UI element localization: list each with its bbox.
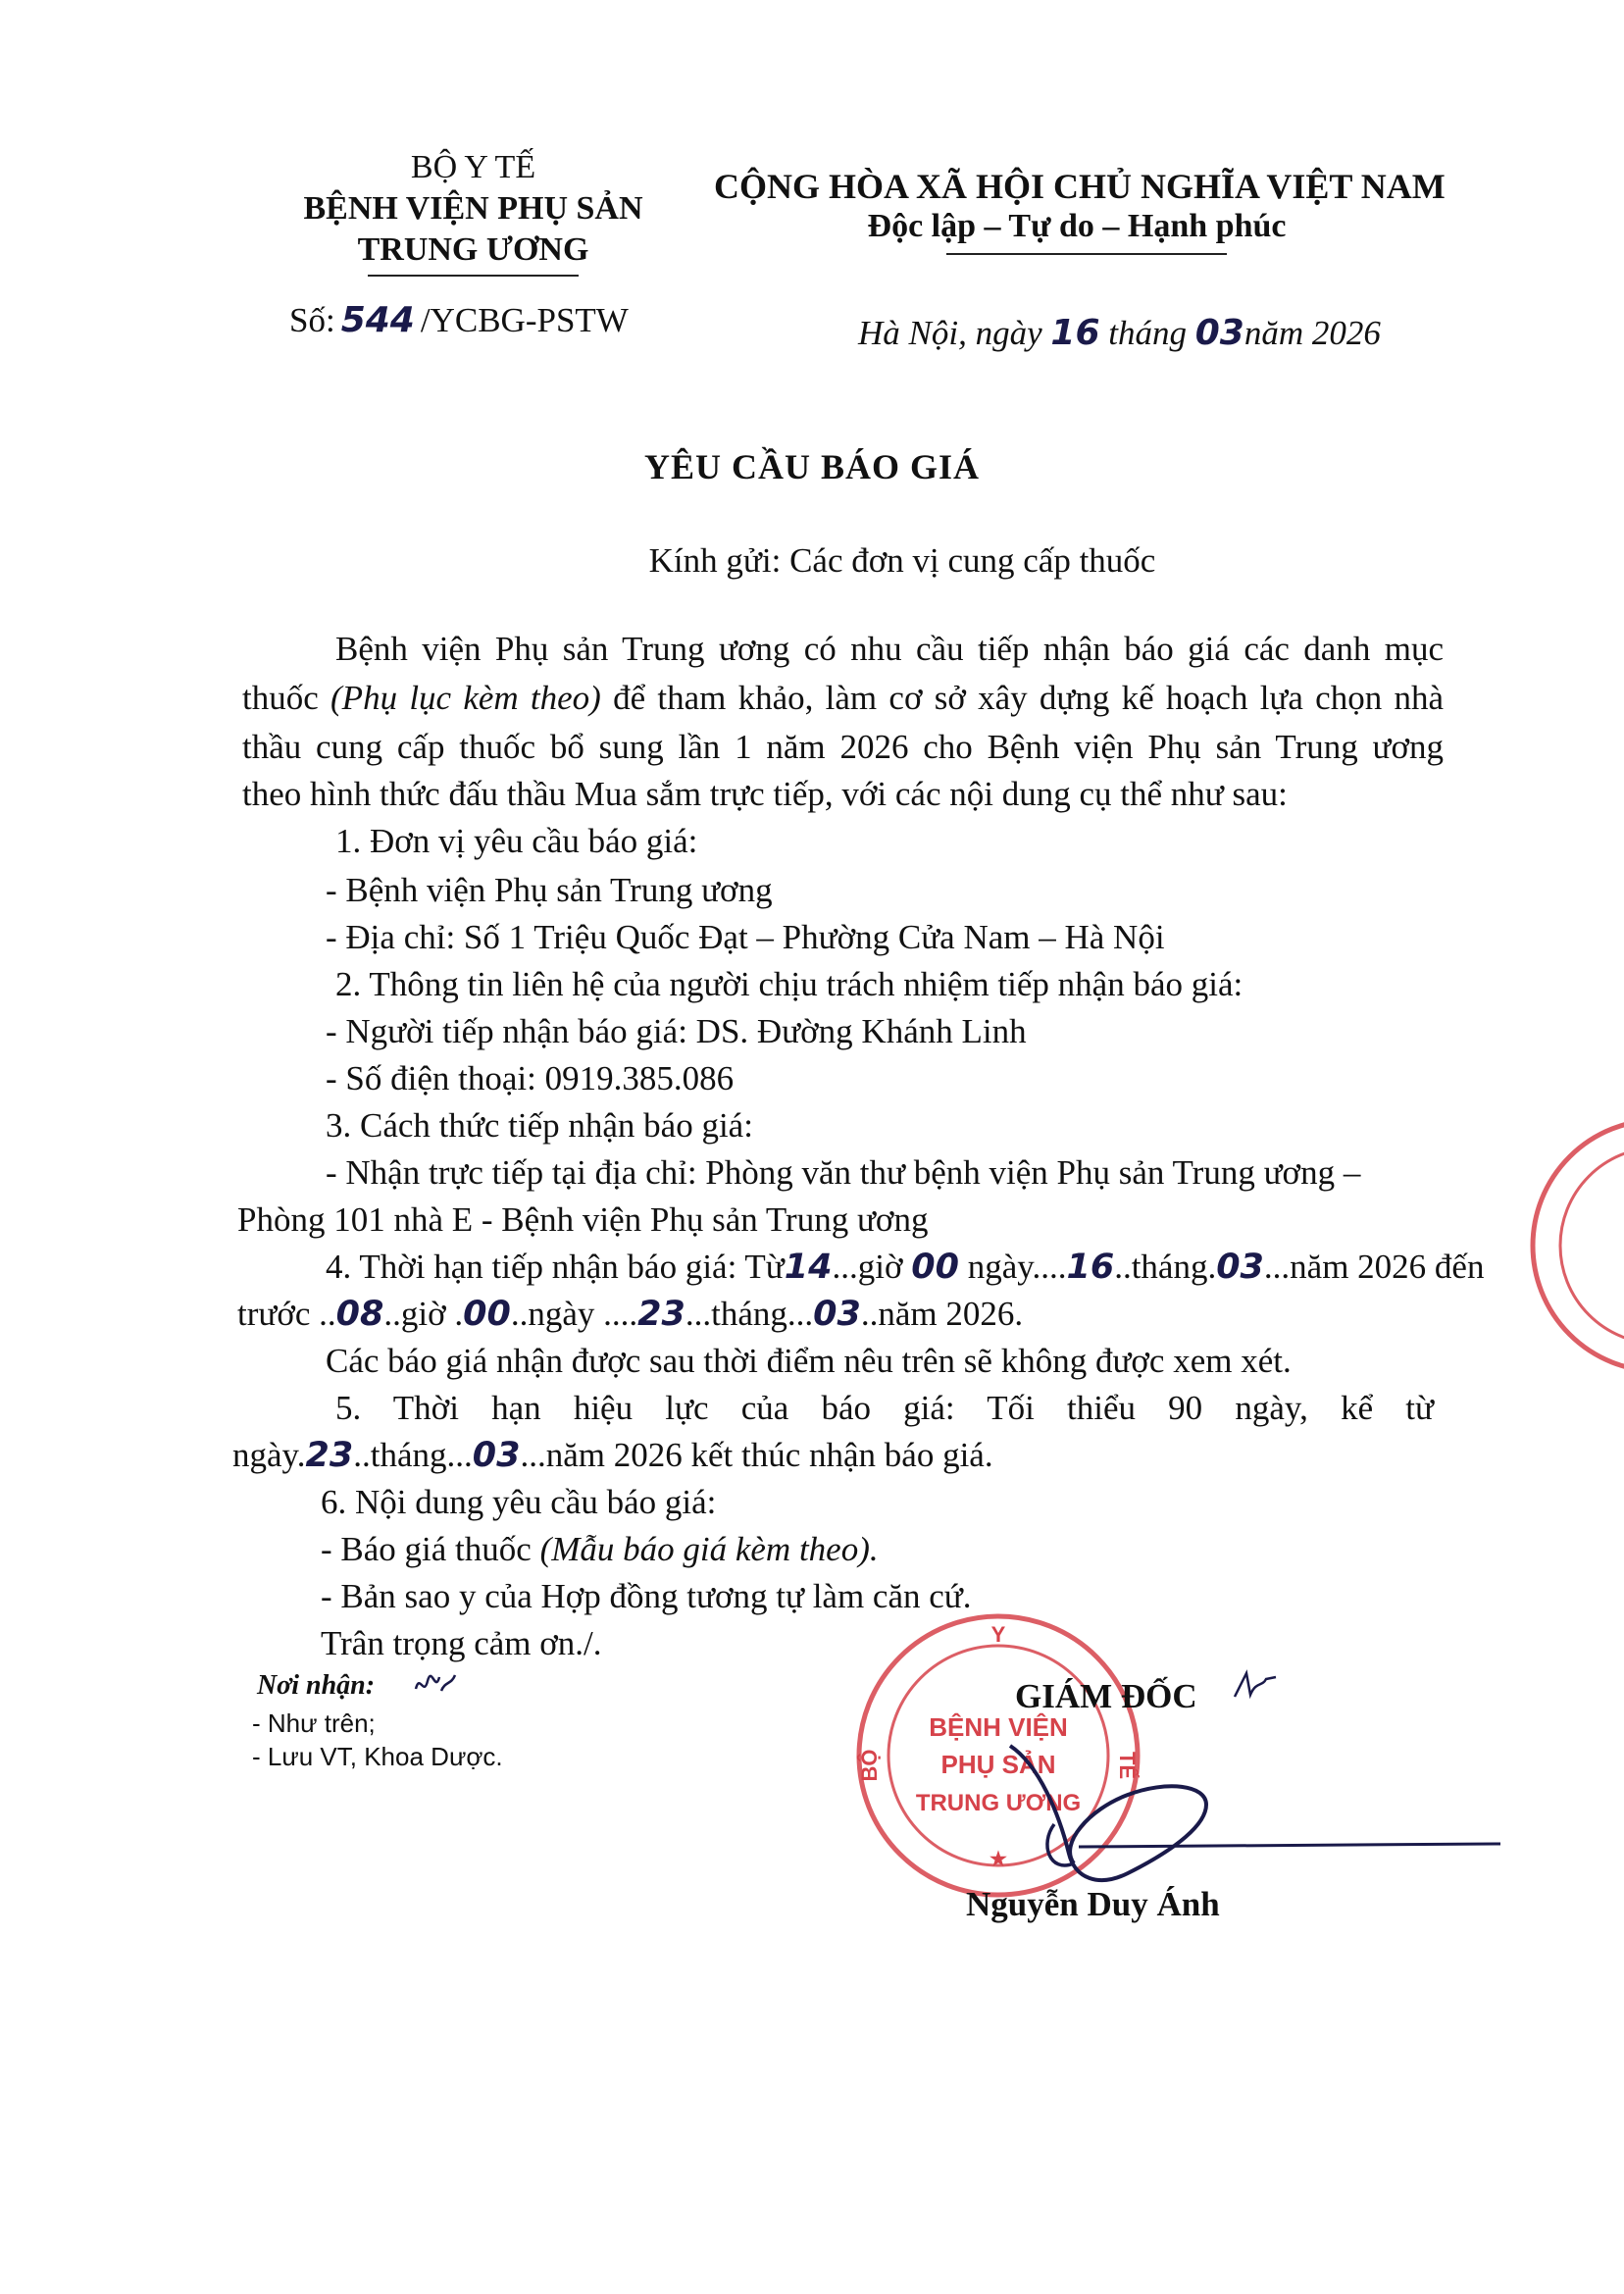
section-4-line-1: 4. Thời hạn tiếp nhận báo giá: Từ14...giờ 00 ngày....16..tháng.03...năm 2026 đến [326, 1248, 1485, 1287]
hospital-name-line1: BỆNH VIỆN PHỤ SẢN [303, 190, 643, 227]
s4-word-thang-2: tháng [711, 1295, 787, 1333]
s4-before: trước .. [237, 1295, 336, 1333]
s4-day-to: 23 [637, 1295, 685, 1334]
section-3-room: Phòng 101 nhà E - Bệnh viện Phụ sản Trung ương [237, 1200, 929, 1239]
s4-word-thang: tháng [1131, 1248, 1208, 1286]
intro-purpose: để tham khảo, làm cơ sở xây dựng kế hoạch lựa chọn nhà [613, 679, 1445, 717]
s4-label: 4. Thời hạn tiếp nhận báo giá: Từ [326, 1248, 785, 1286]
s4-year-end: năm 2026. [878, 1295, 1024, 1333]
section-3-heading: 3. Cách thức tiếp nhận báo giá: [326, 1106, 753, 1145]
s5-word-thang: tháng [370, 1436, 447, 1474]
s4-word-gio: giờ [857, 1248, 903, 1286]
intro-line-2 [242, 677, 1444, 720]
recipient-1: - Như trên; [252, 1708, 376, 1738]
s6-template: (Mẫu báo giá kèm theo). [539, 1530, 879, 1568]
role-initials [1231, 1667, 1280, 1711]
hospital-name-line2: TRUNG ƯƠNG [357, 231, 589, 268]
seal-right-text: TẾ [1115, 1751, 1140, 1780]
recipients-label: Nơi nhận: [257, 1670, 376, 1701]
header-rule-left [368, 275, 579, 277]
section-6-heading: 6. Nội dung yêu cầu báo giá: [321, 1483, 717, 1521]
header-left [250, 147, 696, 271]
section-2-phone: - Số điện thoại: 0919.385.086 [326, 1059, 735, 1097]
ministry-name: BỘ Y TẾ [410, 149, 536, 185]
s5-word-ngay: ngày. [232, 1436, 306, 1474]
recipient-line: Kính gửi: Các đơn vị cung cấp thuốc [648, 541, 1156, 580]
date-month-word: tháng [1108, 314, 1187, 352]
seal-line-3: TRUNG ƯƠNG [915, 1790, 1082, 1816]
seal-left-text: BỘ [857, 1749, 882, 1782]
s5-day: 23 [305, 1436, 354, 1475]
recipient-2: - Lưu VT, Khoa Dược. [252, 1742, 503, 1771]
s4-word-ngay: ngày [967, 1248, 1033, 1286]
s5-end: năm 2026 kết thúc nhận báo giá. [545, 1436, 993, 1474]
section-2-contact: - Người tiếp nhận báo giá: DS. Đường Khánh Linh [326, 1012, 1027, 1050]
s4-minute-from: 00 [911, 1248, 959, 1287]
intro-line-3: thầu cung cấp thuốc bổ sung lần 1 năm 2026 cho Bệnh viện Phụ sản Trung ương [242, 728, 1444, 766]
date-prefix: Hà Nội, ngày [858, 314, 1042, 352]
date-year: năm 2026 [1243, 314, 1381, 352]
document-date [858, 312, 1381, 355]
section-3-direct: - Nhận trực tiếp tại địa chỉ: Phòng văn thư bệnh viện Phụ sản Trung ương – [326, 1153, 1361, 1192]
s4-month-from: 03 [1216, 1248, 1264, 1287]
date-day: 16 [1050, 313, 1100, 353]
header-rule-right [946, 253, 1227, 255]
s4-year-to: năm 2026 đến [1290, 1248, 1485, 1286]
recipients-initials [412, 1667, 459, 1706]
closing-line: Trân trọng cảm ơn./. [321, 1624, 602, 1662]
signatory-name: Nguyễn Duy Ánh [966, 1885, 1220, 1923]
s4-word-ngay-2: ngày .... [528, 1295, 638, 1333]
section-1-address: - Địa chỉ: Số 1 Triệu Quốc Đạt – Phường Cửa Nam – Hà Nội [326, 918, 1165, 956]
seal-top-text: Y [990, 1622, 1006, 1647]
section-2-heading: 2. Thông tin liên hệ của người chịu trách nhiệm tiếp nhận báo giá: [335, 965, 1243, 1003]
s4-word-gio-2: giờ [400, 1295, 446, 1333]
section-6-item-2: - Bản sao y của Hợp đồng tương tự làm căn cứ. [321, 1577, 972, 1615]
side-seal [1526, 1108, 1624, 1383]
s4-minute-to: 00 [463, 1295, 511, 1334]
seal-line-1: BỆNH VIỆN [929, 1712, 1068, 1742]
motto: Độc lập – Tự do – Hạnh phúc [867, 208, 1287, 244]
section-6-item-1 [321, 1528, 879, 1571]
s4-hour-from: 14 [784, 1248, 833, 1287]
section-1-unit: - Bệnh viện Phụ sản Trung ương [326, 871, 773, 909]
seal-star: ★ [990, 1849, 1007, 1870]
intro-line-1: Bệnh viện Phụ sản Trung ương có nhu cầu tiếp nhận báo giá các danh mục [335, 630, 1444, 668]
s4-hour-to: 08 [335, 1295, 384, 1334]
s4-month-to: 03 [813, 1295, 861, 1334]
number-prefix: Số: [289, 301, 335, 339]
country-name: CỘNG HÒA XÃ HỘI CHỦ NGHĨA VIỆT NAM [714, 167, 1446, 206]
section-4-line-2: trước ..08..giờ .00..ngày ....23...tháng...03..năm 2026. [237, 1295, 1024, 1334]
document-number [289, 299, 629, 342]
date-month: 03 [1194, 313, 1244, 353]
document-title: YÊU CẦU BÁO GIÁ [643, 447, 981, 486]
section-5-line-1: 5. Thời hạn hiệu lực của báo giá: Tối thiểu 90 ngày, kể từ [335, 1389, 1434, 1427]
section-4-note: Các báo giá nhận được sau thời điểm nêu trên sẽ không được xem xét. [326, 1342, 1292, 1380]
number-value: 544 [340, 300, 415, 340]
signatory-role: GIÁM ĐỐC [1015, 1677, 1197, 1715]
intro-word-thuoc: thuốc [242, 679, 319, 717]
number-suffix: /YCBG-PSTW [420, 301, 629, 339]
section-1-heading: 1. Đơn vị yêu cầu báo giá: [335, 822, 698, 860]
signature-scribble [981, 1707, 1530, 1908]
s5-month: 03 [472, 1436, 521, 1475]
intro-appendix: (Phụ lục kèm theo) [330, 679, 601, 717]
intro-line-4: theo hình thức đấu thầu Mua sắm trực tiếp, với các nội dung cụ thể như sau: [242, 775, 1288, 813]
s4-day-from: 16 [1066, 1248, 1115, 1287]
seal-line-2: PHỤ SẢN [940, 1750, 1056, 1779]
section-5-line-2: ngày.23..tháng...03...năm 2026 kết thúc nhận báo giá. [232, 1436, 993, 1475]
s6-quote: - Báo giá thuốc [321, 1530, 532, 1568]
